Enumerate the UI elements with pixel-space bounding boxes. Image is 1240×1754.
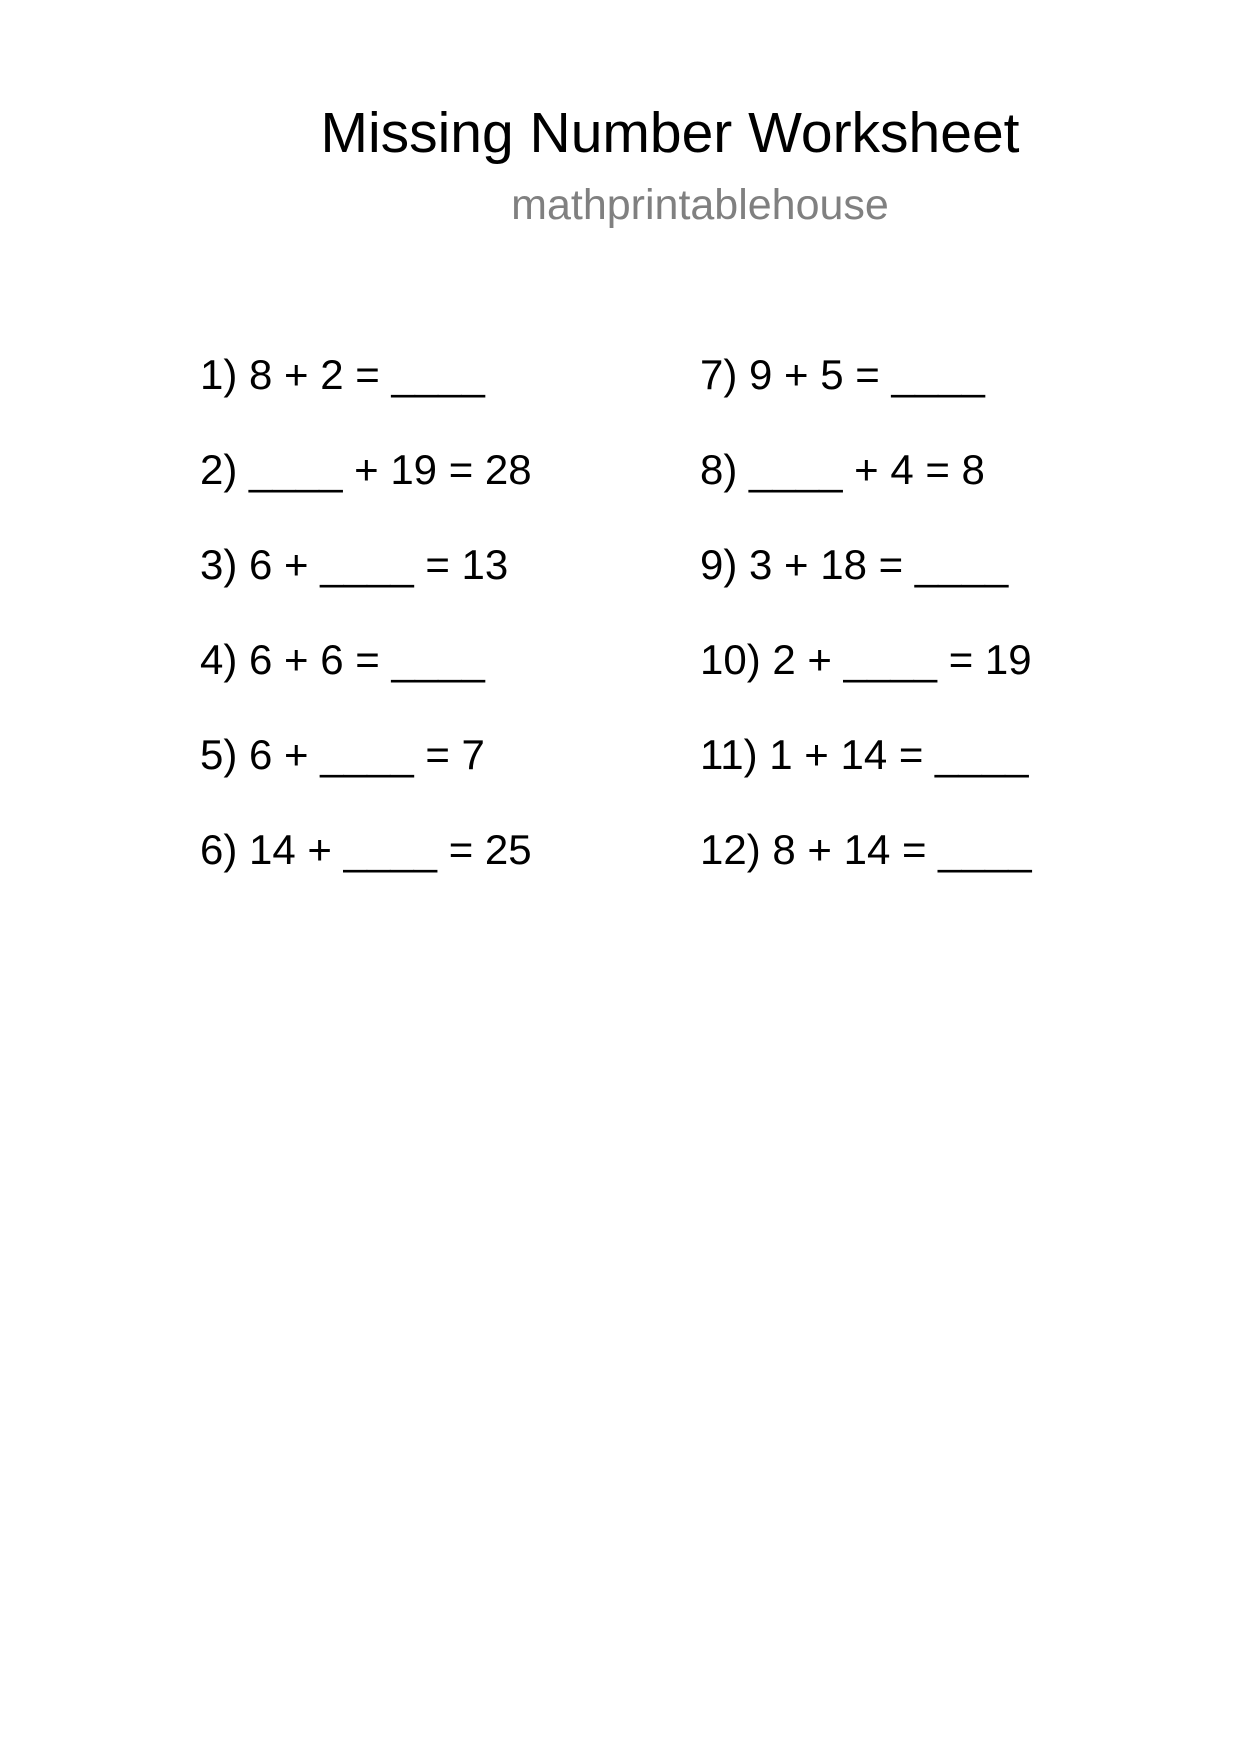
problem-11: 11) 1 + 14 = ____ bbox=[700, 731, 1029, 778]
problem-12: 12) 8 + 14 = ____ bbox=[700, 826, 1032, 873]
problem-9: 9) 3 + 18 = ____ bbox=[700, 541, 1009, 588]
worksheet-subtitle: mathprintablehouse bbox=[511, 181, 889, 229]
problem-5: 5) 6 + ____ = 7 bbox=[200, 731, 485, 778]
problem-1: 1) 8 + 2 = ____ bbox=[200, 351, 485, 398]
problem-8: 8) ____ + 4 = 8 bbox=[700, 446, 985, 493]
problem-6: 6) 14 + ____ = 25 bbox=[200, 826, 532, 873]
problem-4: 4) 6 + 6 = ____ bbox=[200, 636, 485, 683]
worksheet-title: Missing Number Worksheet bbox=[320, 101, 1020, 165]
problem-column-right bbox=[700, 345, 1140, 915]
problem-7: 7) 9 + 5 = ____ bbox=[700, 351, 985, 398]
problem-10: 10) 2 + ____ = 19 bbox=[700, 636, 1032, 683]
problem-list bbox=[200, 345, 1100, 905]
problem-3: 3) 6 + ____ = 13 bbox=[200, 541, 509, 588]
problem-column-left bbox=[200, 345, 640, 915]
problem-2: 2) ____ + 19 = 28 bbox=[200, 446, 532, 493]
